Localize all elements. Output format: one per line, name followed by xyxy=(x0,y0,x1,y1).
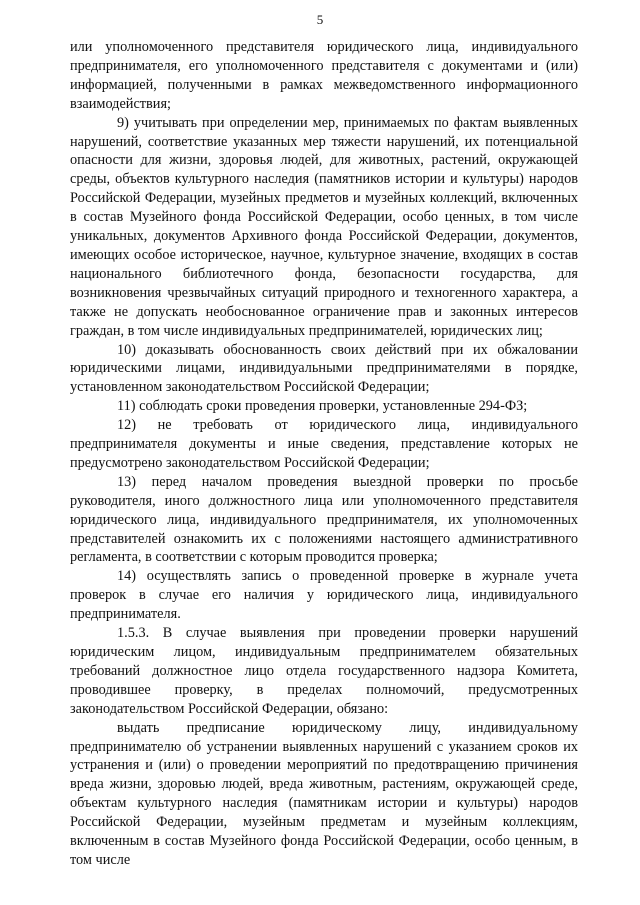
paragraph-continuation: или уполномоченного представителя юридического лица, индивидуального предпринимателя, его уполномоченного представителя с документами и (или) информацией, полученными в рамках межведомственного информационного взаимодействия; xyxy=(70,39,578,112)
paragraph-item-9: 9) учитывать при определении мер, принимаемых по фактам выявленных нарушений, соответствие указанных мер тяжести нарушений, их потенциальной опасности для жизни, здоровья людей, для животных, растений, окружающей среды, объектов культурного наследия (памятников истории и культуры) народов Российской Федерации, музейных предметов и музейных коллекций, включенных в состав Музейного фонда Российской Федерации, особо ценных, в том числе уникальных, документов Архивного фонда Российской Федерации, документов, имеющих особое историческое, научное, культурное значение, входящих в состав национального библиотечного фонда, безопасности государства, для возникновения чрезвычайных ситуаций природного и техногенного характера, а также не допускать необоснованное ограничение прав и законных интересов граждан, в том числе индивидуальных предпринимателей, юридических лиц; xyxy=(70,114,578,339)
paragraph-issue-order: выдать предписание юридическому лицу, индивидуальному предпринимателю об устранении выявленных нарушений с указанием сроков их устранения и (или) о проведении мероприятий по предотвращению причинения вреда жизни, здоровью людей, вреда животным, растениям, окружающей среде, объектам культурного наследия (памятникам истории и культуры) народов Российской Федерации, музейным предметам и музейным коллекциям, включенным в состав Музейного фонда Российской Федерации, особо ценным, в том числе xyxy=(70,719,578,868)
page-number: 5 xyxy=(316,12,324,27)
paragraph-item-12: 12) не требовать от юридического лица, индивидуального предпринимателя документы и иные сведения, представление которых не предусмотрено законодательством Российской Федерации; xyxy=(70,417,578,471)
paragraph-item-10: 10) доказывать обоснованность своих действий при их обжаловании юридическими лицами, индивидуальными предпринимателями в порядке, установленном законодательством Российской Федерации; xyxy=(70,341,578,396)
document-body xyxy=(70,38,578,870)
paragraph-item-13: 13) перед началом проведения выездной проверки по просьбе руководителя, иного должностного лица или уполномоченного представителя юридического лица, индивидуального предпринимателя, их уполномоченных представителей ознакомить их с положениями настоящего административного регламента, в соответствии с которым проводится проверка; xyxy=(70,473,578,566)
paragraph-section-1-5-3: 1.5.3. В случае выявления при проведении проверки нарушений юридическим лицом, индивидуальным предпринимателем обязательных требований должностное лицо отдела государственного надзора Комитета, проводившее проверку, в пределах полномочий, предусмотренных законодательством Российской Федерации, обязано: xyxy=(70,625,578,717)
paragraph-item-11: 11) соблюдать сроки проведения проверки, установленные 294-ФЗ; xyxy=(117,398,528,415)
paragraph-item-14: 14) осуществлять запись о проведенной проверке в журнале учета проверок в случае его наличия у юридического лица, индивидуального предпринимателя. xyxy=(70,568,578,623)
